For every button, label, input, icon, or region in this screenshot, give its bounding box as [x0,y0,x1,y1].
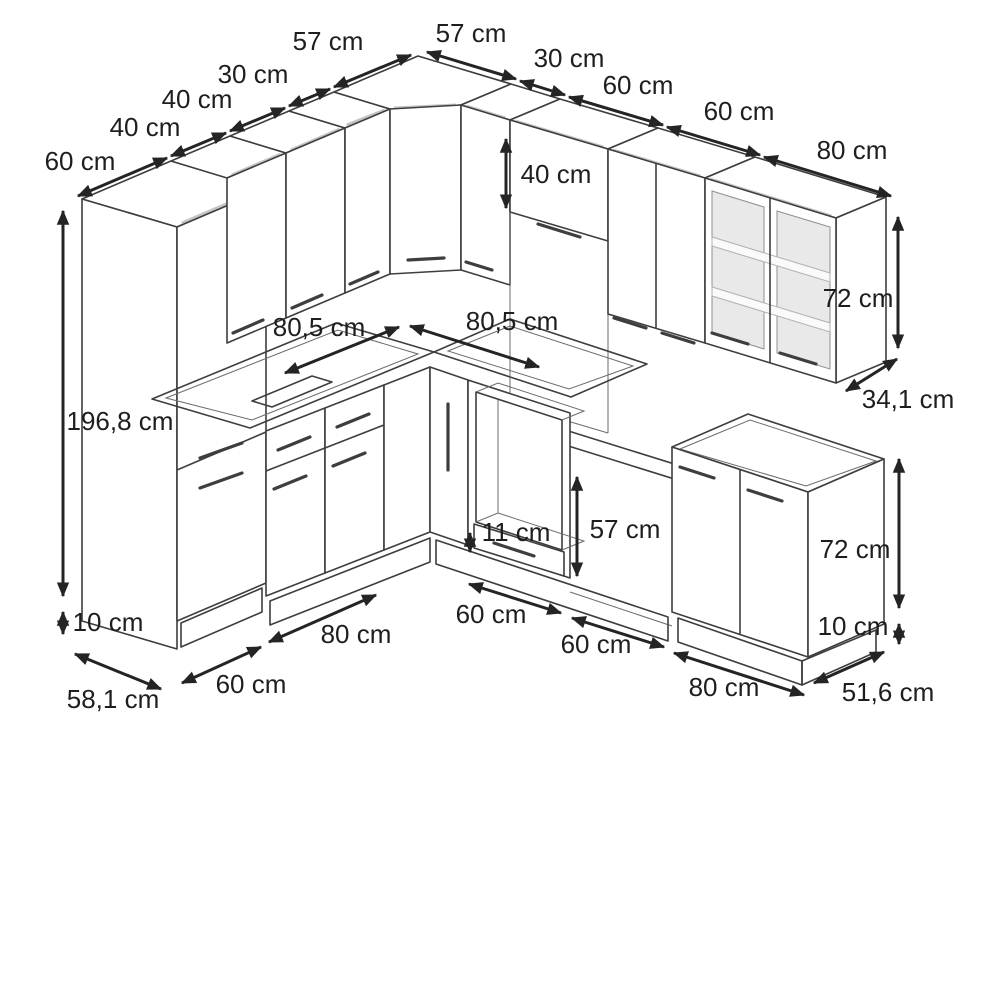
dim-label-worktop-right: 80,5 cm [465,306,559,336]
dim-label-depth-58-1: 58,1 cm [66,684,160,714]
dim-label-depth-51-6: 51,6 cm [841,677,935,707]
glass-door-pane-left [712,191,764,349]
dim-label-plinth-10-right: 10 cm [817,611,889,641]
dim-label-depth-34-1: 34,1 cm [861,384,955,414]
dim-label-base-left-60: 60 cm [215,669,287,699]
base-cabinets-left-run [266,367,468,625]
dim-label-upper-right-30: 30 cm [533,43,605,73]
wall-cabinet-30r-front [461,105,510,285]
wall-cabinet-40b-front [286,128,345,318]
dim-label-worktop-left: 80,5 cm [272,312,366,342]
wall-cabinet-30-front [345,109,390,293]
dim-label-plinth-10-left: 10 cm [72,607,144,637]
corner-base-left-face [384,367,430,550]
base-unit-b-front [325,385,384,573]
dim-label-upper-left-40a: 40 cm [109,112,181,142]
dim-label-base-right-60a: 60 cm [455,599,527,629]
dim-label-base-left-80: 80 cm [320,619,392,649]
dim-label-wall-72: 72 cm [822,283,894,313]
base-unit-a-front [266,408,325,596]
dim-label-upper-right-80: 80 cm [816,135,888,165]
dim-label-niche-57: 57 cm [589,514,661,544]
dim-label-upper-left-60: 60 cm [44,146,116,176]
dim-label-upper-left-30: 30 cm [217,59,289,89]
dim-label-upper-left-40b: 40 cm [161,84,233,114]
dim-label-corner-57-left: 57 cm [292,26,364,56]
dim-label-base-right-80: 80 cm [688,672,760,702]
dim-label-tall-196-8: 196,8 cm [66,406,174,436]
dim-label-corner-57-right: 57 cm [435,18,507,48]
dim-label-base-right-60b: 60 cm [560,629,632,659]
dim-label-upper-right-60b: 60 cm [703,96,775,126]
corner-wall-cabinet-front [390,105,461,274]
dim-label-low-cab-40: 40 cm [520,159,592,189]
dim-label-upper-right-60a: 60 cm [602,70,674,100]
dim-label-base-72: 72 cm [819,534,891,564]
dim-label-drawer-11: 11 cm [481,517,551,547]
